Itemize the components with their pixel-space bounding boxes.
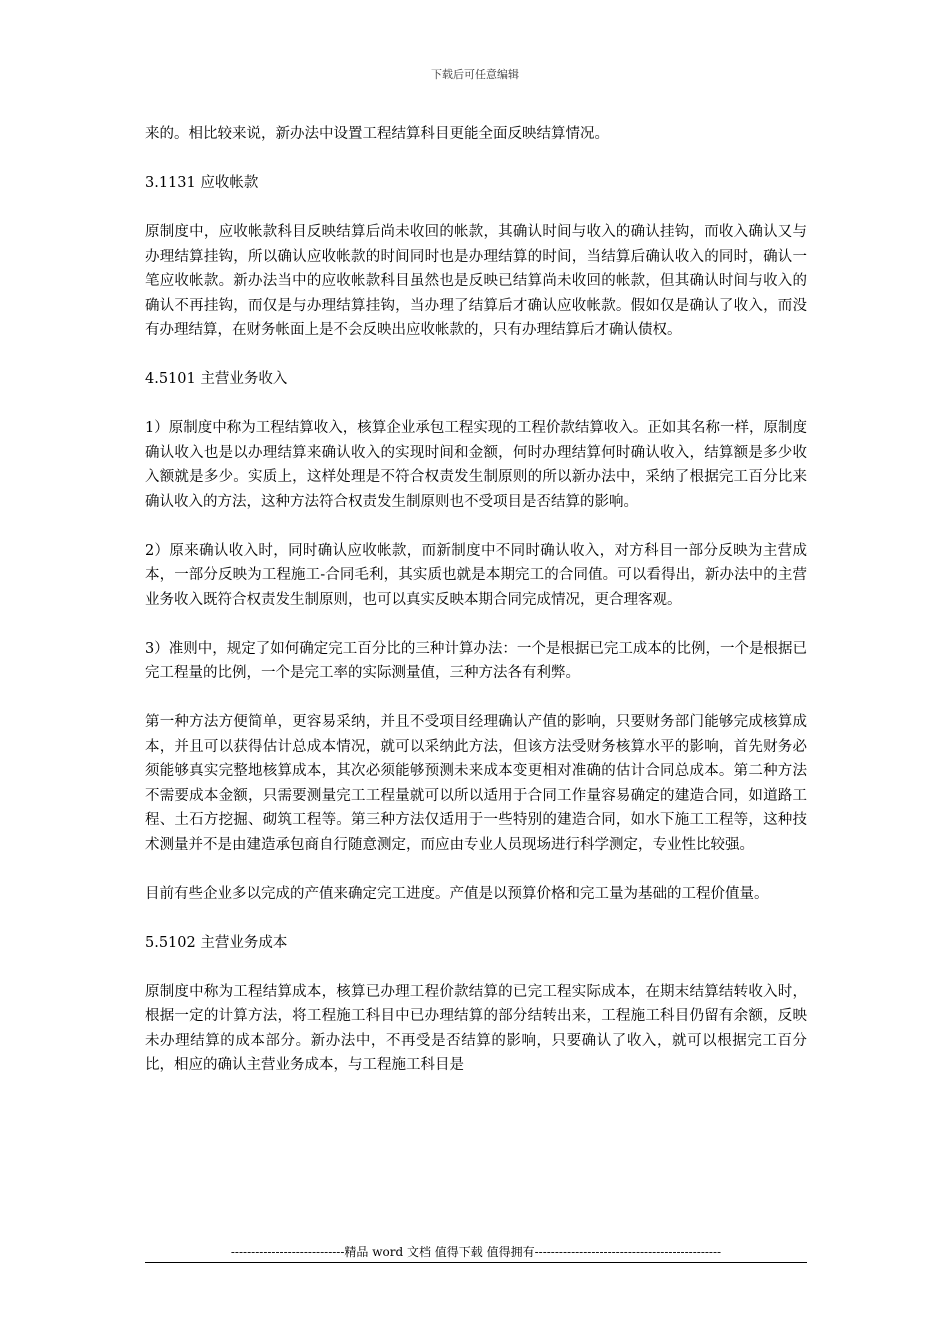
section-heading-accounts-receivable: 3.1131 应收帐款 [145, 175, 259, 191]
page-header: 下载后可任意编辑 [431, 68, 519, 81]
footer-divider [145, 1262, 807, 1263]
document-body [145, 122, 807, 1102]
paragraph-revenue-1: 1）原制度中称为工程结算收入，核算企业承包工程实现的工程价款结算收入。正如其名称一样，原制度确认收入也是以办理结算来确认收入的实现时间和金额，何时办理结算何时确认收入，结算额是多少收入额就是多少。实质上，这样处理是不符合权责发生制原则的所以新办法中，采纳了根据完工百分比来确认收入的方法，这种方法符合权责发生制原则也不受项目是否结算的影响。 [145, 420, 807, 510]
paragraph-intro: 来的。相比较来说，新办法中设置工程结算科目更能全面反映结算情况。 [145, 126, 609, 142]
section-heading-main-revenue: 4.5101 主营业务收入 [145, 371, 288, 387]
section-heading-main-cost: 5.5102 主营业务成本 [145, 934, 288, 951]
paragraph-output-value: 目前有些企业多以完成的产值来确定完工进度。产值是以预算价格和完工量为基础的工程价值量。 [145, 885, 769, 902]
paragraph-accounts-receivable: 原制度中，应收帐款科目反映结算后尚未收回的帐款，其确认时间与收入的确认挂钩，而收入确认又与办理结算挂钩，所以确认应收帐款的时间同时也是办理结算的时间，当结算后确认收入的同时，确认一笔应收帐款。新办法当中的应收帐款科目虽然也是反映已结算尚未收回的帐款，但其确认时间与收入的确认不再挂钩，而仅是与办理结算挂钩，当办理了结算后才确认应收帐款。假如仅是确认了收入，而没有办理结算，在财务帐面上是不会反映出应收帐款的，只有办理结算后才确认债权。 [145, 224, 807, 338]
paragraph-revenue-3: 3）准则中，规定了如何确定完工百分比的三种计算办法：一个是根据已完工成本的比例，一个是根据已完工程量的比例，一个是完工率的实际测量值，三种方法各有利弊。 [145, 640, 807, 681]
page-footer: ----------------------------精品 word 文档 值得下载 值得拥有---------------------------------------------- [230, 1245, 722, 1259]
paragraph-main-cost: 原制度中称为工程结算成本，核算已办理工程价款结算的已完工程实际成本，在期末结算结转收入时，根据一定的计算方法，将工程施工科目中已办理结算的部分结转出来，工程施工科目仍留有余额，反映未办理结算的成本部分。新办法中，不再受是否结算的影响，只要确认了收入，就可以根据完工百分比，相应的确认主营业务成本，与工程施工科目是 [145, 983, 807, 1073]
paragraph-revenue-2: 2）原来确认收入时，同时确认应收帐款，而新制度中不同时确认收入，对方科目一部分反映为主营成本，一部分反映为工程施工-合同毛利，其实质也就是本期完工的合同值。可以看得出，新办法中的主营业务收入既符合权责发生制原则，也可以真实反映本期合同完成情况，更合理客观。 [145, 542, 807, 608]
paragraph-methods: 第一种方法方便简单，更容易采纳，并且不受项目经理确认产值的影响，只要财务部门能够完成核算成本，并且可以获得估计总成本情况，就可以采纳此方法，但该方法受财务核算水平的影响，首先财务必须能够真实完整地核算成本，其次必须能够预测未来成本变更相对准确的估计合同总成本。第二种方法不需要成本金额，只需要测量完工工程量就可以所以适用于合同工作量容易确定的建造合同，如道路工程、土石方挖掘、砌筑工程等。第三种方法仅适用于一些特别的建造合同，如水下施工工程等，这种技术测量并不是由建造承包商自行随意测定，而应由专业人员现场进行科学测定，专业性比较强。 [145, 714, 807, 853]
